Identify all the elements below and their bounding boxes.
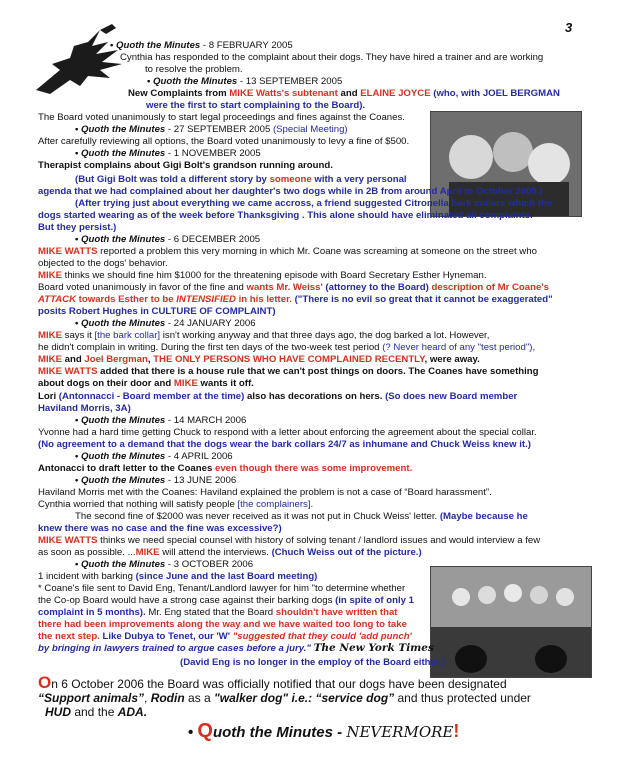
drop-cap-o: O [38, 673, 52, 692]
text-segment: Haviland Morris, 3A) [38, 403, 131, 414]
text-segment: Mr. Eng stated that the Board [145, 607, 276, 618]
text-segment: INTENSIFIED [176, 294, 236, 305]
text-segment: isn't working anyway and that three days ago, the dog barked a lot. However, [160, 330, 490, 341]
text-line [75, 559, 253, 571]
text-segment: objected to the dogs' behavior. [38, 258, 168, 269]
text-line [75, 198, 552, 210]
text-segment: "suggested that they could 'add punch' [232, 631, 412, 642]
text-segment: (Special Meeting) [272, 124, 348, 135]
text-line [38, 258, 168, 270]
text-segment: (No agreement to a demand that the dogs wear the bark collars 24/7 as inhumane and Chuck Weiss knew it.) [38, 439, 531, 450]
text-segment: • [75, 148, 82, 159]
text-segment: with a very personal [311, 174, 407, 185]
ada: ADA. [117, 705, 148, 719]
text-segment: Quoth the Minutes [81, 148, 166, 159]
text-line [38, 631, 412, 643]
text-line [38, 607, 397, 619]
comma: , [144, 691, 151, 705]
text-segment: ELAINE JOYCE [360, 88, 431, 99]
drop-cap-q: Q [197, 720, 213, 742]
text-segment: Haviland Morris met with the Coanes: Haviland explained the problem is not a case of “Board harassment”. [38, 487, 492, 498]
text-segment: • [147, 76, 154, 87]
text-segment: - 24 JANUARY 2006 [165, 318, 256, 329]
text-segment: Quoth the Minutes [81, 475, 166, 486]
text-segment: But they persist.) [38, 222, 117, 233]
text-segment: (Chuch Weiss out of the picture.) [271, 547, 422, 558]
vintage-car-group-photo [430, 566, 592, 678]
closing-line-2 [38, 691, 531, 705]
text-line [75, 415, 246, 427]
text-segment: Therapist complains about Gigi Bolt's grandson running around. [38, 160, 333, 171]
text-segment: someone [269, 174, 312, 185]
text-line [38, 391, 517, 403]
text-line [147, 76, 342, 88]
text-segment: by bringing in lawyers trained to argue cases before a jury." [38, 643, 311, 654]
text-line [38, 210, 533, 222]
text-segment: ATTACK [38, 294, 77, 305]
text-line [38, 523, 282, 535]
text-line [38, 427, 537, 439]
text-segment: were the first to start complaining to the Board). [146, 100, 366, 111]
text-segment: • [75, 318, 82, 329]
text-segment: - 14 MARCH 2006 [165, 415, 247, 426]
text-line [38, 463, 412, 475]
text-line [38, 282, 549, 294]
text-line [38, 643, 434, 655]
text-line [38, 571, 317, 583]
text-segment: says it [61, 330, 95, 341]
text-line [38, 547, 422, 559]
closing-line-3 [45, 705, 147, 719]
text-segment: thinks we need special counsel with history of solving tenant / landlord issues and would interview a few [97, 535, 541, 546]
text-segment: (since June and the last Board meeting) [135, 571, 318, 582]
text-segment: (in spite of only 1 [335, 595, 414, 606]
text-segment: wants it off. [197, 378, 254, 389]
text-segment: The second fine of $2000 was never received as it was not put in Chuck Weiss' letter. [75, 511, 440, 522]
text-segment: Cynthia has responded to the complaint about their dogs. They have hired a trainer and are working [120, 52, 544, 63]
text-segment: Antonacci to draft letter to the Coanes [38, 463, 215, 474]
text-line [38, 403, 131, 415]
text-segment: - 3 OCTOBER 2006 [165, 559, 254, 570]
text-line [38, 619, 407, 631]
text-segment: about dogs on their door and [38, 378, 174, 389]
text-line [38, 160, 333, 172]
text-line [38, 583, 405, 595]
text-line [180, 657, 445, 669]
text-segment: there had been improvements along the way and we have waited too long to take [38, 619, 407, 630]
text-segment: [the bark collar] [94, 330, 161, 341]
text-line [38, 487, 492, 499]
text-line [146, 100, 365, 112]
text-segment: he didn't complain in writing. During the first ten days of the two-week test period [38, 342, 383, 353]
text-line [38, 136, 409, 148]
text-segment: [the complainers]. [237, 499, 314, 510]
text-segment: (But Gigi Bolt was told a different story by [75, 174, 270, 185]
text-segment: • [75, 234, 82, 245]
service-dog: “service dog” [315, 691, 395, 705]
text-segment: - 13 JUNE 2006 [165, 475, 237, 486]
text-segment: , [147, 354, 154, 365]
text-segment: towards Esther to be [76, 294, 177, 305]
text-segment: posits Robert Hughes in CULTURE OF COMPLAINT) [38, 306, 276, 317]
support-animals: “Support animals” [38, 691, 145, 705]
text-segment: as soon as possible. ... [38, 547, 136, 558]
text-segment: MIKE Watts's subtenant [229, 88, 338, 99]
text-segment: added that there is a house rule that we can't post things on doors. The Coanes have something [97, 366, 539, 377]
text-line [38, 330, 489, 342]
text-segment: the next step. [38, 631, 100, 642]
text-segment: will attend the interviews. [159, 547, 272, 558]
text-line [38, 306, 276, 318]
text-segment: • [75, 415, 82, 426]
text-line [38, 222, 116, 234]
text-segment: After carefully reviewing all options, the Board voted unanimously to levy a fine of $500. [38, 136, 410, 147]
text-segment: to resolve the problem. [145, 64, 243, 75]
text-segment: MIKE [135, 547, 160, 558]
text-line [128, 88, 560, 100]
text-segment: Like Dubya to Tenet, our 'W' [99, 631, 233, 642]
text-segment: (? Never heard of any "test period"), [382, 342, 536, 353]
text-line [38, 378, 254, 390]
text-segment: Joel Bergman [84, 354, 148, 365]
text-line [38, 246, 537, 258]
text-segment: The New York Times [313, 642, 434, 654]
text-line [145, 64, 243, 76]
text-segment: ("There is no evil so great that it cannot be exaggerated" [294, 294, 553, 305]
text-line [38, 270, 486, 282]
text-segment: complaint in 5 months). [38, 607, 146, 618]
text-segment: MIKE WATTS [38, 535, 98, 546]
text-line [75, 234, 260, 246]
text-segment: - 1 NOVEMBER 2005 [165, 148, 261, 159]
text-segment: Quoth the Minutes [153, 76, 238, 87]
final-quoth [188, 722, 459, 742]
text-line [38, 342, 535, 354]
text-segment: even though there was some improvement. [214, 463, 413, 474]
text-line [75, 148, 261, 160]
nevermore: NEVERMORE [346, 723, 454, 741]
text-segment: Quoth the Minutes [81, 415, 166, 426]
text-line [38, 354, 480, 366]
text-segment: also has decorations on hers. [244, 391, 386, 402]
as-a: as a [184, 691, 215, 705]
text-segment: - 8 FEBRUARY 2005 [200, 40, 293, 51]
text-line [38, 366, 539, 378]
text-segment: • [75, 559, 82, 570]
hud: HUD [45, 705, 71, 719]
final-mid: uoth the Minutes - [212, 724, 347, 741]
text-segment: Lori [38, 391, 59, 402]
text-segment: , were away. [424, 354, 480, 365]
text-segment: Board voted unanimously in favor of the fine and [38, 282, 247, 293]
text-line [75, 318, 256, 330]
text-segment: in his letter. [235, 294, 295, 305]
text-segment: MIKE WATTS [38, 246, 98, 257]
text-segment: Yvonne had a hard time getting Chuck to respond with a letter about enforcing the agreement about the special collar. [38, 427, 537, 438]
text-segment: (who, with JOEL BERGMAN [430, 88, 560, 99]
protected-under: and thus protected under [394, 691, 531, 705]
text-segment: Quoth the Minutes [81, 559, 166, 570]
text-segment: agenda that we had complained about her daughter's two dogs while in 2B from around April to October 2005.) [38, 186, 543, 197]
text-segment: * Coane's file sent to David Eng, Tenant/Landlord lawyer for him "to determine whether [38, 583, 406, 594]
text-segment: - 4 APRIL 2006 [165, 451, 233, 462]
text-segment: - 27 SEPTEMBER 2005 [165, 124, 273, 135]
text-line [110, 40, 293, 52]
text-segment: The Board voted unanimously to start legal proceedings and fines against the Coanes. [38, 112, 405, 123]
rodin: Rodin [150, 691, 185, 705]
text-segment: Quoth the Minutes [81, 234, 166, 245]
and-the: and the [71, 705, 118, 719]
text-segment: MIKE [38, 354, 62, 365]
text-segment: • [75, 451, 82, 462]
text-segment: • [75, 124, 82, 135]
text-line [75, 511, 528, 523]
text-segment: description of Mr Coane's [428, 282, 549, 293]
text-segment: (After trying just about everything we came accross, a friend suggested Citronella bark collars which the [75, 198, 553, 209]
final-bullet: • [188, 724, 198, 741]
text-segment: and [61, 354, 85, 365]
text-segment: MIKE [38, 330, 62, 341]
closing-text-1: n 6 October 2006 the Board was officially notified that our dogs have been designated [51, 677, 507, 691]
walker-dog: "walker dog" [214, 691, 289, 705]
text-segment: from [202, 88, 230, 99]
text-line [38, 112, 405, 124]
text-segment: knew there was no case and the fine was excessive?) [38, 523, 282, 534]
final-bang: ! [453, 721, 460, 741]
ie: i.e.: [288, 691, 316, 705]
text-line [38, 294, 553, 306]
text-line [120, 52, 543, 64]
text-line [75, 451, 233, 463]
text-segment: MIKE [173, 378, 198, 389]
text-segment: New Complaints [128, 88, 203, 99]
text-segment: the Co-op Board would have a strong case against their barking dogs [38, 595, 336, 606]
text-segment: Cynthia worried that nothing will satisfy people [38, 499, 238, 510]
text-line [38, 535, 540, 547]
text-segment: thinks we should fine him $1000 for the threatening episode with Board Secretary Esther Hyneman. [61, 270, 487, 281]
text-segment: wants Mr. Weiss' [246, 282, 326, 293]
text-segment: 1 incident with barking [38, 571, 136, 582]
raven-illustration [30, 18, 126, 100]
text-line [38, 186, 543, 198]
text-segment: MIKE WATTS [38, 366, 98, 377]
text-segment: shouldn't have written that [275, 607, 398, 618]
closing-line-1 [38, 673, 507, 692]
text-segment: - 6 DECEMBER 2005 [165, 234, 261, 245]
text-line [75, 174, 407, 186]
text-segment: Quoth the Minutes [116, 40, 201, 51]
text-segment: (Maybe because he [439, 511, 528, 522]
text-segment: Quoth the Minutes [81, 451, 166, 462]
text-line [38, 439, 531, 451]
text-segment: (attorney to the Board) [325, 282, 429, 293]
text-line [38, 499, 313, 511]
text-segment: Quoth the Minutes [81, 318, 166, 329]
text-segment: Quoth the Minutes [81, 124, 166, 135]
text-segment: and [337, 88, 361, 99]
text-segment: (David Eng is no longer in the employ of the Board either.) [180, 657, 445, 668]
text-segment: MIKE [38, 270, 62, 281]
text-line [75, 475, 236, 487]
text-segment: - 13 SEPTEMBER 2005 [237, 76, 343, 87]
text-segment: (Antonnacci - Board member at the time) [58, 391, 245, 402]
text-segment: (So does new Board member [385, 391, 518, 402]
text-segment: • [75, 475, 82, 486]
text-segment: dogs started wearing as of the week before Thanksgiving . This alone should have eliminated all complaints. [38, 210, 533, 221]
text-line [75, 124, 348, 136]
text-line [38, 595, 414, 607]
text-segment: reported a problem this very morning in which Mr. Coane was screaming at someone on the street who [97, 246, 537, 257]
page-number: 3 [565, 20, 573, 35]
text-segment: THE ONLY PERSONS WHO HAVE COMPLAINED RECENTLY [153, 354, 425, 365]
text-segment: • [110, 40, 117, 51]
